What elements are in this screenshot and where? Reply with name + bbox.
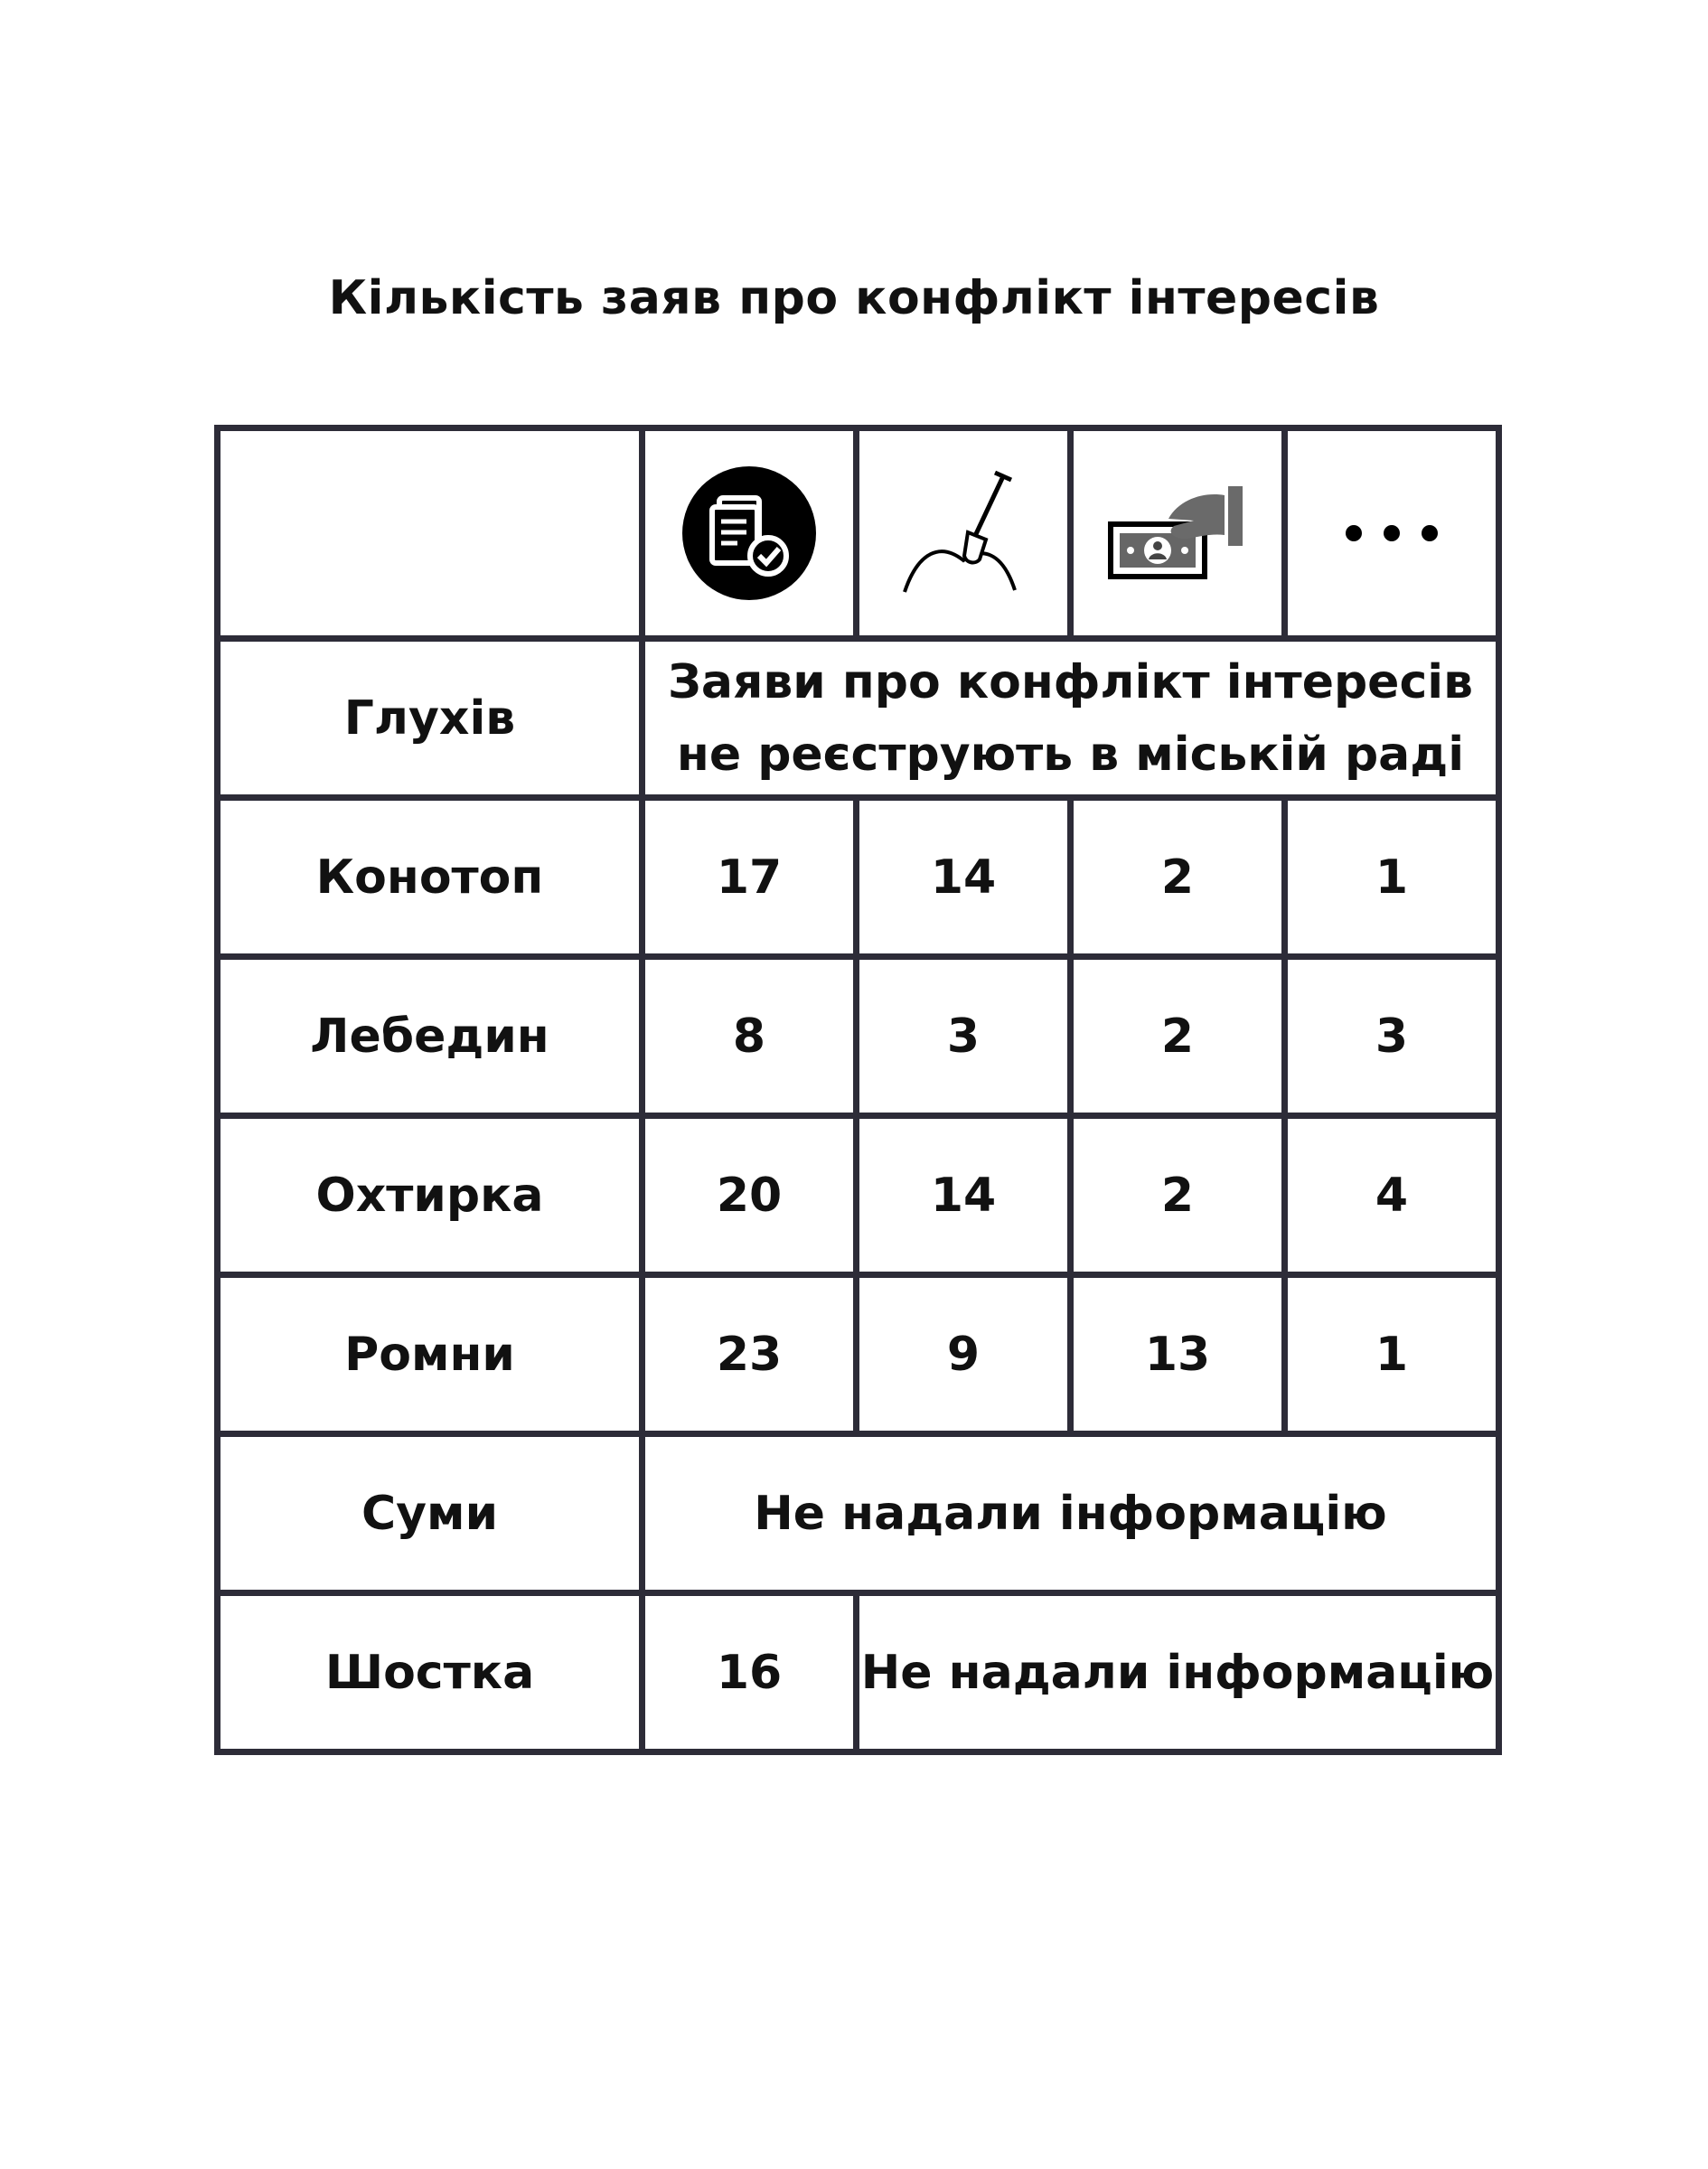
empty-corner-cell [218, 428, 643, 639]
city-label: Шостка [218, 1593, 643, 1752]
note-cell: Не надали інформацію [643, 1434, 1499, 1593]
city-label: Суми [218, 1434, 643, 1593]
city-label: Лебедин [218, 957, 643, 1116]
note-line-2: не реєструють в міській раді [676, 727, 1465, 782]
note-cell: Не надали інформацію [857, 1593, 1499, 1752]
icon-header-row [218, 428, 1499, 639]
value-cell: 16 [643, 1593, 857, 1752]
value-cell: 20 [643, 1116, 857, 1275]
value-cell: 23 [643, 1275, 857, 1434]
value-cell: 17 [643, 798, 857, 957]
table-row-romny [218, 1275, 1499, 1434]
value-cell: 13 [1071, 1275, 1285, 1434]
ellipsis-icon [1337, 515, 1446, 551]
header-cell-other [1285, 428, 1499, 639]
header-cell-land [857, 428, 1071, 639]
value-cell: 4 [1285, 1116, 1499, 1275]
header-cell-documents [643, 428, 857, 639]
city-label: Охтирка [218, 1116, 643, 1275]
table-row-shostka [218, 1593, 1499, 1752]
conflict-of-interest-table [214, 425, 1502, 1755]
chart-title: Кількість заяв про конфлікт інтересів [328, 271, 1380, 325]
table-row-lebedyn [218, 957, 1499, 1116]
header-cell-money [1071, 428, 1285, 639]
money-hand-icon [1105, 479, 1250, 587]
document-check-icon [681, 465, 817, 601]
value-cell: 8 [643, 957, 857, 1116]
table-row-konotop [218, 798, 1499, 957]
value-cell: 2 [1071, 1116, 1285, 1275]
value-cell: 2 [1071, 957, 1285, 1116]
note-line-1: Заяви про конфлікт інтересів [667, 654, 1474, 709]
shovel-land-icon [896, 465, 1031, 601]
note-cell [643, 639, 1499, 798]
value-cell: 14 [857, 798, 1071, 957]
value-cell: 1 [1285, 1275, 1499, 1434]
table-row-hlukhiv [218, 639, 1499, 798]
city-label: Глухів [218, 639, 643, 798]
value-cell: 3 [1285, 957, 1499, 1116]
value-cell: 1 [1285, 798, 1499, 957]
value-cell: 14 [857, 1116, 1071, 1275]
city-label: Ромни [218, 1275, 643, 1434]
value-cell: 3 [857, 957, 1071, 1116]
city-label: Конотоп [218, 798, 643, 957]
table-row-sumy [218, 1434, 1499, 1593]
value-cell: 2 [1071, 798, 1285, 957]
table-row-okhtyrka [218, 1116, 1499, 1275]
value-cell: 9 [857, 1275, 1071, 1434]
